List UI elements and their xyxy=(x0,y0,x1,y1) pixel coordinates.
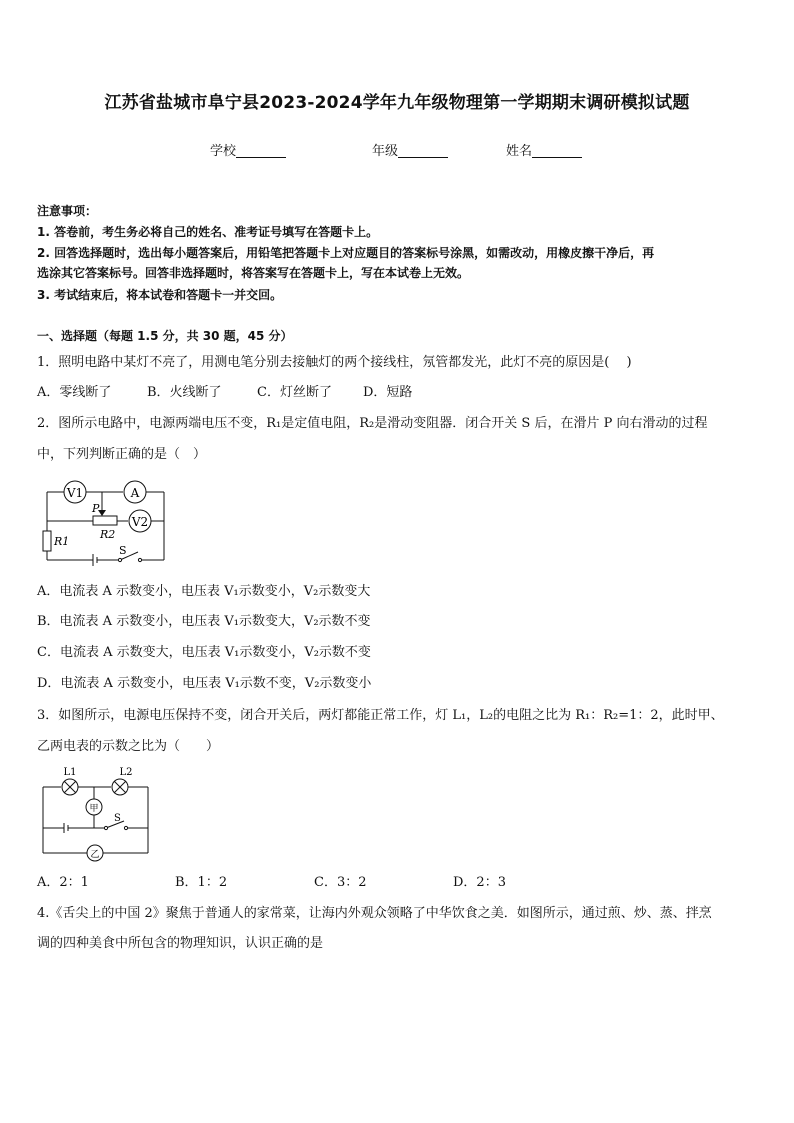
grade-blank[interactable] xyxy=(398,143,448,158)
school-blank[interactable] xyxy=(236,143,286,158)
q2-r1-label: R1 xyxy=(54,535,70,548)
q2-s-label: S xyxy=(119,544,127,557)
notes-heading: 注意事项： xyxy=(37,204,98,218)
q2-option-c[interactable]: C．电流表 A 示数变大，电压表 V₁示数变小，V₂示数不变 xyxy=(37,645,371,660)
q3-jia-label: 甲 xyxy=(89,804,99,814)
q3-l1-label: L1 xyxy=(63,767,77,778)
q2-p-label: P xyxy=(92,502,100,515)
q3-option-a[interactable]: A．2：1 xyxy=(37,875,89,890)
name-label: 姓名 xyxy=(506,144,533,159)
note-item: 2. 回答选择题时，选出每小题答案后，用铅笔把答题卡上对应题目的答案标号涂黑，如需改动，用橡皮擦干净后，再 xyxy=(37,246,655,260)
q3-option-c[interactable]: C．3：2 xyxy=(314,875,367,890)
q3-stem-line2: 乙两电表的示数之比为（ ） xyxy=(37,739,220,754)
q1-options xyxy=(37,385,412,401)
q2-option-b[interactable]: B．电流表 A 示数变小，电压表 V₁示数变大，V₂示数不变 xyxy=(37,614,371,629)
q3-circuit-diagram xyxy=(38,763,154,865)
name-field xyxy=(506,140,582,159)
note-item: 3. 考试结束后，将本试卷和答题卡一并交回。 xyxy=(37,288,283,302)
note-item: 1. 答卷前，考生务必将自己的姓名、准考证号填写在答题卡上。 xyxy=(37,225,379,239)
q1-option-d[interactable]: D．短路 xyxy=(363,385,413,400)
grade-field xyxy=(372,140,448,159)
q1-option-b[interactable]: B．火线断了 xyxy=(147,385,222,400)
q4-stem-line1: 4.《舌尖上的中国 2》聚焦于普通人的家常菜，让海内外观众领略了中华饮食之美．如图所示，通过煎、炒、蒸、拌烹 xyxy=(37,906,712,921)
q3-s-label: S xyxy=(114,813,121,824)
note-item: 选涂其它答案标号。回答非选择题时，将答案写在答题卡上，写在本试卷上无效。 xyxy=(37,266,470,280)
q3-l2-label: L2 xyxy=(119,767,133,778)
q2-a-label: A xyxy=(130,486,140,500)
school-label: 学校 xyxy=(210,144,237,159)
section-heading: 一、选择题（每题 1.5 分，共 30 题，45 分） xyxy=(37,329,293,343)
q2-circuit-diagram xyxy=(40,478,170,570)
q2-stem-line2: 中，下列判断正确的是（ ） xyxy=(37,447,207,462)
q2-option-d[interactable]: D．电流表 A 示数变小，电压表 V₁示数不变，V₂示数变小 xyxy=(37,676,372,691)
q4-stem-line2: 调的四种美食中所包含的物理知识，认识正确的是 xyxy=(37,936,324,951)
q1-option-c[interactable]: C．灯丝断了 xyxy=(257,385,332,400)
q1-option-a[interactable]: A．零线断了 xyxy=(37,385,112,400)
q3-stem-line1: 3．如图所示，电源电压保持不变，闭合开关后，两灯都能正常工作，灯 L₁，L₂的电阻之比为 R₁：R₂=1：2，此时甲、 xyxy=(37,708,724,723)
q2-option-a[interactable]: A．电流表 A 示数变小，电压表 V₁示数变小，V₂示数变大 xyxy=(37,584,371,599)
q2-r2-label: R2 xyxy=(100,528,116,541)
q3-options xyxy=(37,875,506,891)
page-title: 江苏省盐城市阜宁县2023-2024学年九年级物理第一学期期末调研模拟试题 xyxy=(104,93,690,113)
q3-yi-label: 乙 xyxy=(90,850,100,860)
q3-option-d[interactable]: D．2：3 xyxy=(453,875,506,890)
q2-v1-label: V1 xyxy=(66,486,84,500)
school-field xyxy=(210,140,286,159)
q2-v2-label: V2 xyxy=(131,515,149,529)
q3-option-b[interactable]: B．1：2 xyxy=(175,875,228,890)
q2-stem-line1: 2．图所示电路中，电源两端电压不变，R₁是定值电阻，R₂是滑动变阻器．闭合开关 S 后，在滑片 P 向右滑动的过程 xyxy=(37,416,708,431)
name-blank[interactable] xyxy=(532,143,582,158)
q1-stem: 1．照明电路中某灯不亮了，用测电笔分别去接触灯的两个接线柱，氖管都发光，此灯不亮的原因是( ) xyxy=(37,355,632,370)
grade-label: 年级 xyxy=(372,144,399,159)
